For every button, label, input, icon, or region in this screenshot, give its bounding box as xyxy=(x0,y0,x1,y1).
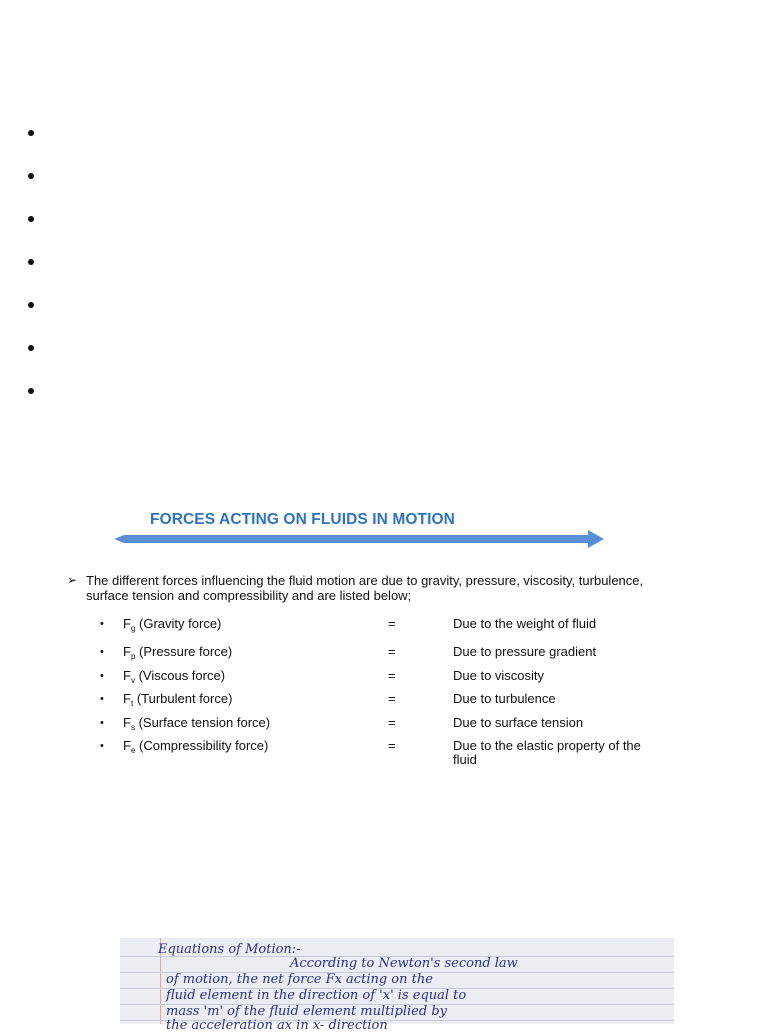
force-description: Due to the elastic property of the fluid xyxy=(453,738,641,767)
handwritten-line: mass 'm' of the fluid element multiplied by xyxy=(166,1004,447,1019)
bullet-dot-icon: • xyxy=(100,693,104,705)
force-symbol xyxy=(123,739,268,758)
force-subscript: e xyxy=(130,746,136,755)
bullet-dot-icon: • xyxy=(100,670,104,682)
empty-bullet xyxy=(28,388,34,394)
force-subscript: v xyxy=(130,676,135,685)
handwritten-line: of motion, the net force Fx acting on the xyxy=(166,972,433,987)
force-letter: F xyxy=(123,691,131,706)
force-name: (Surface tension force) xyxy=(138,715,271,730)
force-name: (Turbulent force) xyxy=(136,691,233,706)
handwritten-note-image xyxy=(120,938,674,1033)
force-letter: F xyxy=(123,616,131,631)
equals-sign: = xyxy=(388,691,396,706)
empty-bullet xyxy=(28,216,34,222)
intro-text: The different forces influencing the fluid motion are due to gravity, pressure, viscosity, turbulence, surface tension and compressibility and are listed below; xyxy=(86,573,644,603)
force-description: Due to viscosity xyxy=(453,668,545,683)
empty-bullet xyxy=(28,302,34,308)
bullet-dot-icon: • xyxy=(100,740,104,752)
equals-sign: = xyxy=(388,668,396,683)
equals-sign: = xyxy=(388,715,396,730)
empty-bullet xyxy=(28,259,34,265)
bullet-dot-icon: • xyxy=(100,618,104,630)
force-letter: F xyxy=(123,644,131,659)
equals-sign: = xyxy=(388,616,396,631)
force-description: Due to pressure gradient xyxy=(453,644,597,659)
force-name: (Viscous force) xyxy=(138,668,226,683)
bullet-dot-icon: • xyxy=(100,717,104,729)
handwritten-line: Equations of Motion:- xyxy=(158,942,301,957)
handwritten-line: the acceleration ax in x- direction xyxy=(166,1018,388,1033)
intro-paragraph xyxy=(67,573,667,603)
force-description: Due to surface tension xyxy=(453,715,584,730)
force-letter: F xyxy=(123,668,131,683)
force-subscript: p xyxy=(130,652,136,661)
force-letter: F xyxy=(123,738,131,753)
force-symbol xyxy=(123,645,232,664)
equals-sign: = xyxy=(388,644,396,659)
handwritten-line: fluid element in the direction of 'x' is equal to xyxy=(166,988,467,1003)
force-subscript: t xyxy=(130,699,134,708)
bullet-dot-icon: • xyxy=(100,646,104,658)
empty-bullet xyxy=(28,345,34,351)
force-symbol xyxy=(123,692,232,711)
force-symbol xyxy=(123,617,221,636)
section-title: FORCES ACTING ON FLUIDS IN MOTION xyxy=(150,511,455,528)
title-arrow-icon xyxy=(114,530,606,548)
force-subscript: s xyxy=(130,723,135,732)
empty-bullet xyxy=(28,173,34,179)
force-subscript: g xyxy=(130,624,136,633)
force-letter: F xyxy=(123,715,131,730)
force-description: Due to turbulence xyxy=(453,691,556,706)
force-name: (Compressibility force) xyxy=(139,738,269,753)
force-symbol xyxy=(123,716,270,735)
empty-bullet-list xyxy=(0,0,768,420)
equals-sign: = xyxy=(388,738,396,753)
handwritten-line: According to Newton's second law xyxy=(290,956,518,971)
force-symbol xyxy=(123,669,225,688)
force-name: (Pressure force) xyxy=(139,644,233,659)
empty-bullet xyxy=(28,130,34,136)
force-description: Due to the weight of fluid xyxy=(453,616,597,631)
arrow-shape xyxy=(114,530,604,548)
arrow-bullet-icon: ➢ xyxy=(67,573,78,587)
force-name: (Gravity force) xyxy=(139,616,222,631)
